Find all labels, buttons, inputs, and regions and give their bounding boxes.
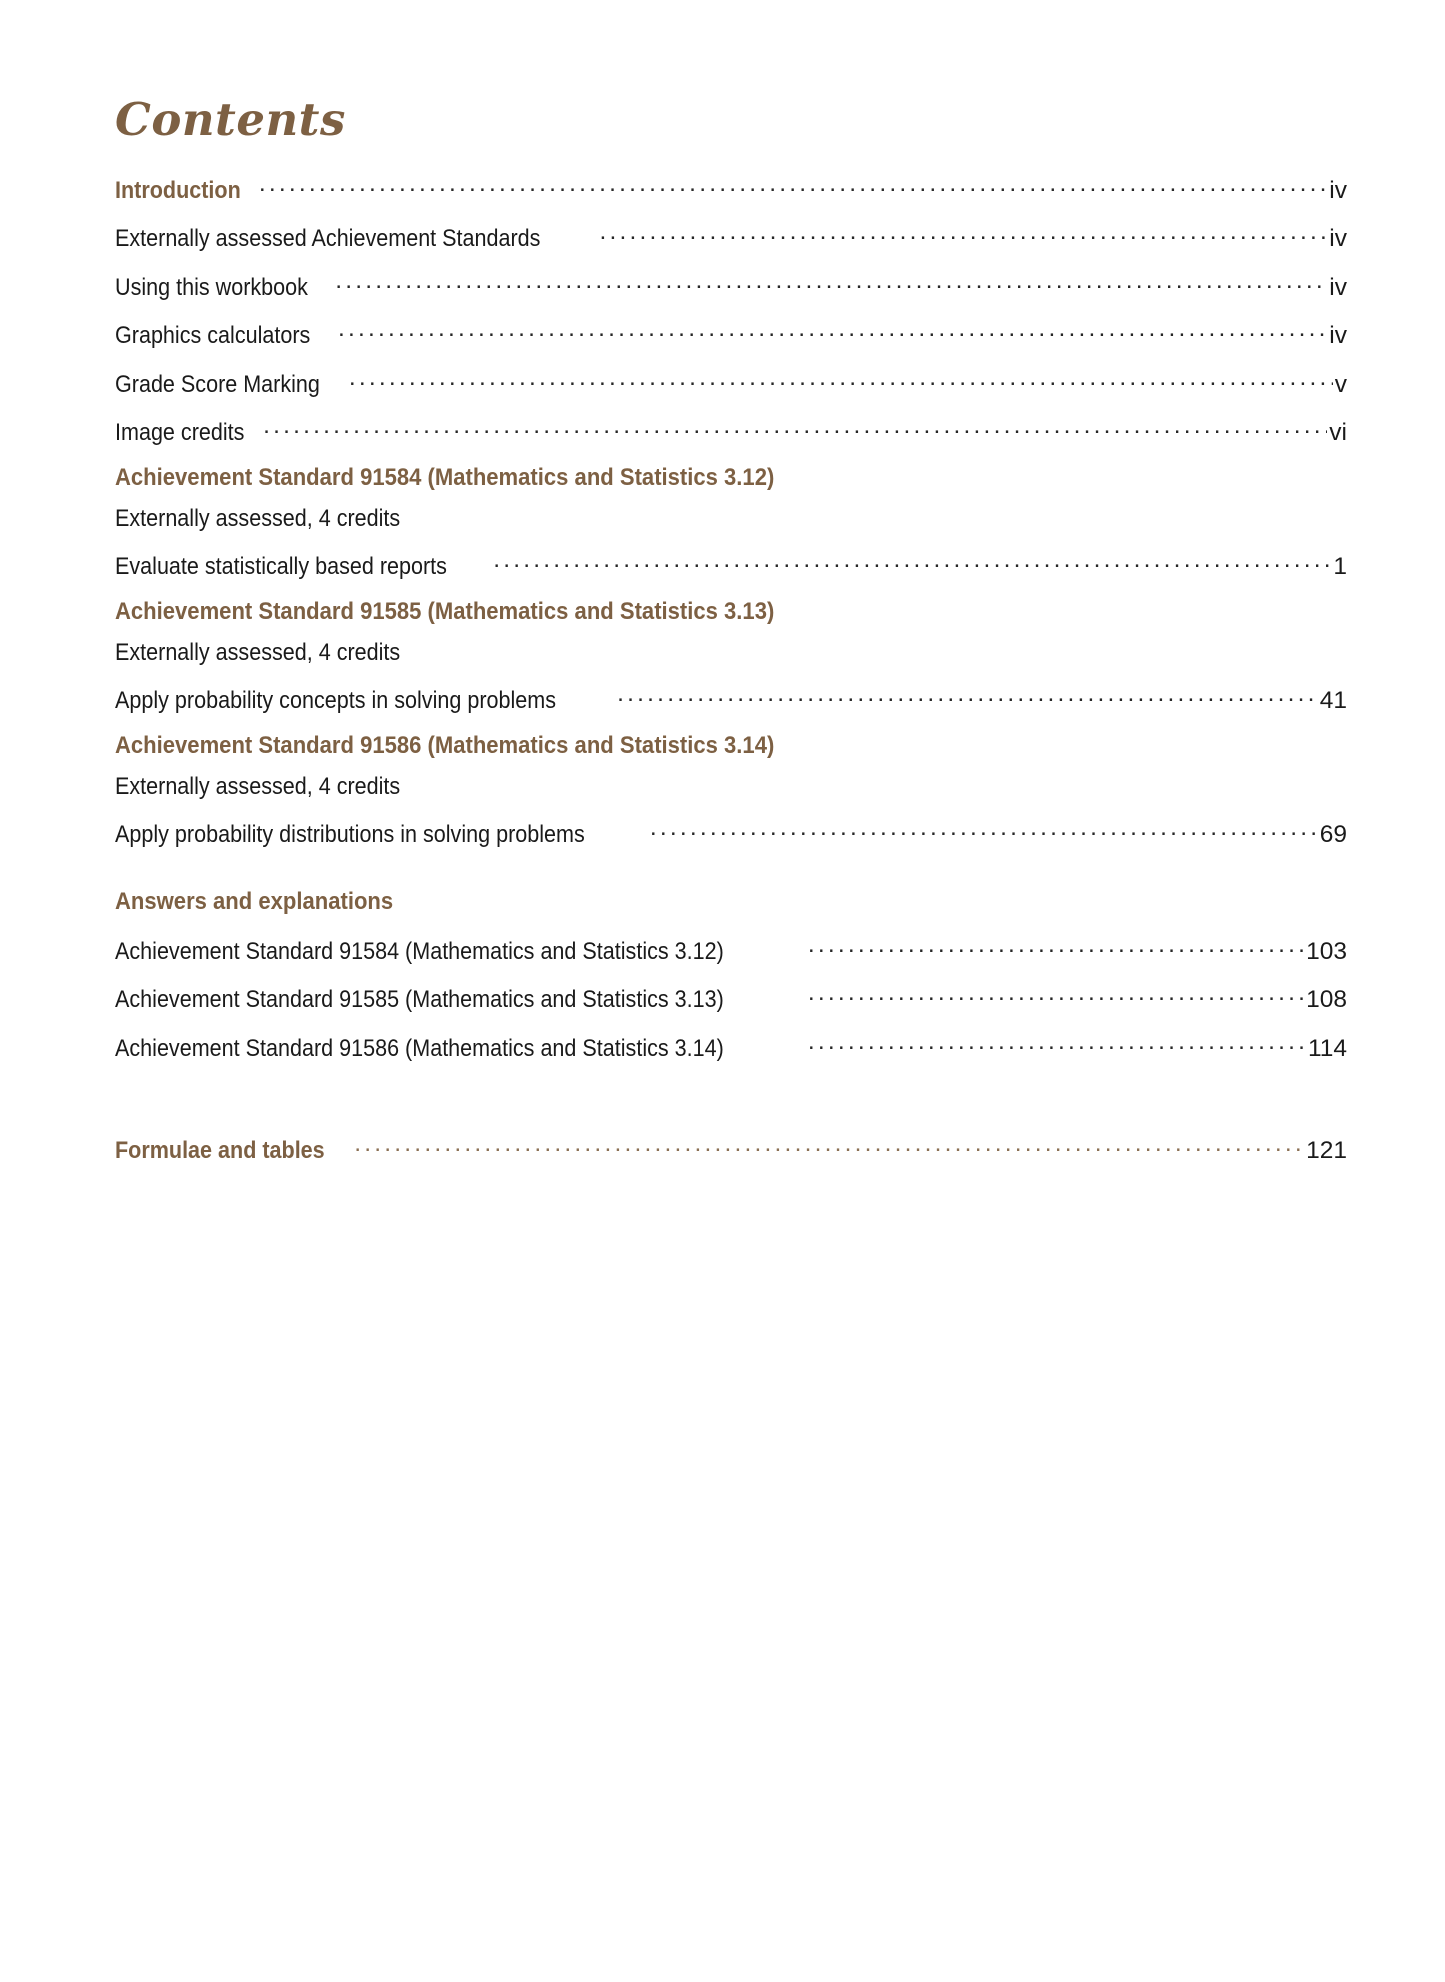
toc-entry-label: Using this workbook bbox=[115, 273, 308, 301]
toc-entry-page: iv bbox=[1329, 273, 1347, 301]
toc-entry-evaluate-statistically-based-reports[interactable] bbox=[115, 550, 1347, 580]
answers-heading bbox=[115, 887, 1347, 915]
standard-credits-text: Externally assessed, 4 credits bbox=[115, 773, 401, 801]
dot-leader bbox=[338, 319, 1327, 344]
toc-entry-label: Achievement Standard 91584 (Mathematics and Statistics 3.12) bbox=[115, 937, 724, 965]
toc-entry-label: Image credits bbox=[115, 419, 245, 447]
standard-block-91584 bbox=[115, 463, 1347, 581]
toc-entry-page: iv bbox=[1329, 322, 1347, 350]
standard-block-91585 bbox=[115, 597, 1347, 715]
toc-entry-label: Graphics calculators bbox=[115, 322, 311, 350]
standard-heading-text: Achievement Standard 91584 (Mathematics and Statistics 3.12) bbox=[115, 463, 775, 491]
answers-heading-text: Answers and explanations bbox=[115, 887, 394, 915]
toc-entry-label: Achievement Standard 91585 (Mathematics and Statistics 3.13) bbox=[115, 986, 724, 1014]
toc-entry-graphics-calculators[interactable] bbox=[115, 319, 1347, 349]
toc-entry-formulae-and-tables[interactable] bbox=[115, 1133, 1347, 1163]
toc-entry-apply-probability-distributions[interactable] bbox=[115, 818, 1347, 848]
toc-entry-page: iv bbox=[1329, 225, 1347, 253]
toc-entry-label: Grade Score Marking bbox=[115, 370, 320, 398]
standard-heading-text: Achievement Standard 91586 (Mathematics and Statistics 3.14) bbox=[115, 731, 775, 759]
dot-leader bbox=[599, 222, 1327, 247]
page-title: Contents bbox=[115, 93, 346, 146]
toc-entry-label: Achievement Standard 91586 (Mathematics and Statistics 3.14) bbox=[115, 1034, 724, 1062]
standard-block-91586 bbox=[115, 731, 1347, 849]
toc-entry-page: 41 bbox=[1319, 687, 1347, 715]
dot-leader bbox=[335, 270, 1327, 295]
dot-leader bbox=[259, 173, 1327, 198]
toc-entry-answers-91585[interactable] bbox=[115, 983, 1347, 1013]
toc-entry-label: Evaluate statistically based reports bbox=[115, 553, 447, 581]
standard-credits-text: Externally assessed, 4 credits bbox=[115, 505, 401, 533]
dot-leader bbox=[349, 367, 1333, 392]
toc-entry-page: 121 bbox=[1306, 1136, 1347, 1164]
toc-entry-page: 114 bbox=[1307, 1034, 1347, 1062]
toc-entry-introduction[interactable] bbox=[115, 173, 1347, 203]
toc-entry-label: Formulae and tables bbox=[115, 1136, 325, 1164]
toc-entry-page: 103 bbox=[1306, 937, 1347, 965]
standard-credits bbox=[115, 507, 1347, 532]
dot-leader bbox=[263, 416, 1327, 441]
dot-leader bbox=[650, 818, 1318, 843]
toc-content bbox=[115, 93, 1347, 1164]
answers-block bbox=[115, 887, 1347, 1062]
dot-leader bbox=[354, 1133, 1304, 1158]
toc-entry-page: v bbox=[1334, 370, 1347, 398]
standard-heading-text: Achievement Standard 91585 (Mathematics and Statistics 3.13) bbox=[115, 597, 775, 625]
toc-entry-answers-91584[interactable] bbox=[115, 934, 1347, 964]
standard-heading bbox=[115, 597, 1347, 625]
toc-entry-page: iv bbox=[1329, 176, 1347, 204]
toc-entry-image-credits[interactable] bbox=[115, 416, 1347, 446]
toc-entry-page: vi bbox=[1329, 419, 1347, 447]
toc-entry-page: 1 bbox=[1333, 553, 1347, 581]
toc-entry-page: 69 bbox=[1319, 821, 1347, 849]
toc-entry-answers-91586[interactable] bbox=[115, 1031, 1347, 1061]
toc-entry-using-this-workbook[interactable] bbox=[115, 270, 1347, 300]
dot-leader bbox=[808, 983, 1304, 1008]
dot-leader bbox=[617, 684, 1318, 709]
toc-entry-grade-score-marking[interactable] bbox=[115, 367, 1347, 397]
toc-entry-label: Apply probability distributions in solving problems bbox=[115, 821, 585, 849]
standard-credits-text: Externally assessed, 4 credits bbox=[115, 639, 401, 667]
dot-leader bbox=[808, 1031, 1306, 1056]
dot-leader bbox=[493, 550, 1331, 575]
standard-credits bbox=[115, 775, 1347, 800]
toc-entry-label: Apply probability concepts in solving problems bbox=[115, 687, 557, 715]
toc-entry-apply-probability-concepts[interactable] bbox=[115, 684, 1347, 714]
toc-entry-label: Introduction bbox=[115, 176, 241, 204]
standard-heading bbox=[115, 731, 1347, 759]
standard-heading bbox=[115, 463, 1347, 491]
dot-leader bbox=[808, 934, 1304, 959]
standard-credits bbox=[115, 641, 1347, 666]
formulae-block bbox=[115, 1133, 1347, 1163]
front-matter-list bbox=[115, 173, 1347, 446]
toc-entry-externally-assessed-standards[interactable] bbox=[115, 222, 1347, 252]
toc-entry-page: 108 bbox=[1306, 986, 1347, 1014]
toc-entry-label: Externally assessed Achievement Standards bbox=[115, 225, 541, 253]
